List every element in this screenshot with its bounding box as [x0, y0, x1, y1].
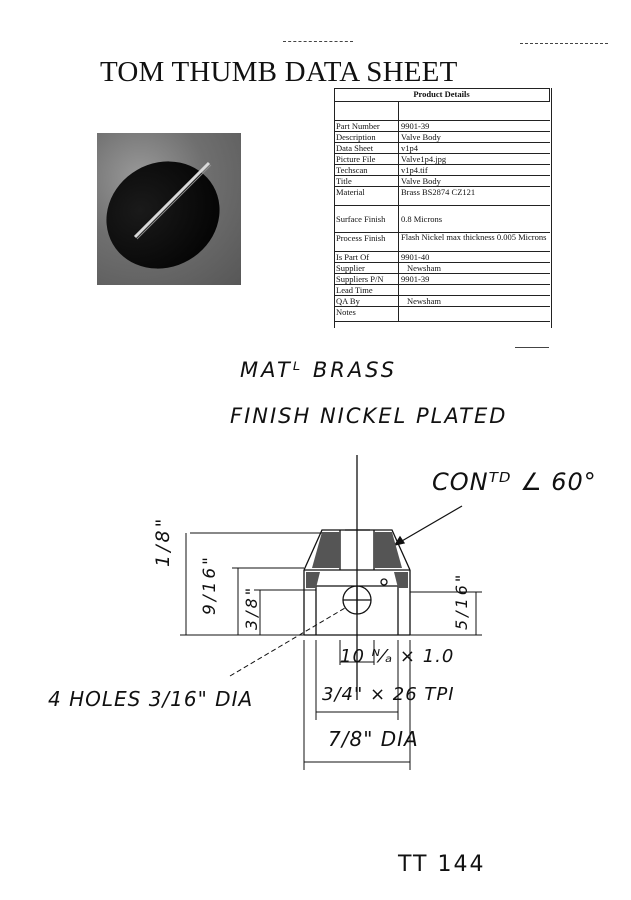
table-row: Data Sheet v1p4: [334, 143, 550, 154]
d1-dim: 9/16": [200, 554, 220, 615]
table-row: Suppliers P/N 9901-39: [334, 274, 550, 285]
scan-mark: [520, 43, 608, 44]
product-photo: [97, 133, 241, 285]
scan-mark: [283, 41, 353, 42]
outer-dia-dim: 7/8" DIA: [328, 727, 419, 751]
table-row: Supplier Newsham: [334, 263, 550, 274]
countersink-note: CONᵀᴰ ∠ 60°: [432, 468, 597, 496]
table-row: Picture File Valve1p4.jpg: [334, 154, 550, 165]
table-row: Notes: [334, 307, 550, 322]
material-note: MATᴸ BRASS: [240, 358, 398, 382]
table-row: Part Number 9901-39: [334, 121, 550, 132]
overall-height-dim: 1/8": [152, 515, 174, 567]
table-row: Process Finish Flash Nickel max thickness 0.005 Microns: [334, 233, 550, 252]
d3-dim: 5/16": [452, 571, 471, 630]
valve-body-image: [97, 133, 241, 285]
table-row: QA By Newsham: [334, 296, 550, 307]
scan-mark: [515, 347, 549, 348]
thread-dim: 3/4" × 26 TPI: [322, 684, 455, 705]
page-title: TOM THUMB DATA SHEET: [100, 56, 458, 88]
product-details-table: [334, 88, 550, 322]
table-row: Is Part Of 9901-40: [334, 252, 550, 263]
holes-note: 4 HOLES 3/16" DIA: [48, 687, 254, 711]
table-row: Lead Time: [334, 285, 550, 296]
d2-dim: 3/8": [242, 584, 261, 630]
bore-dim: 10 ᴺ⁄ₐ × 1.0: [340, 646, 455, 667]
product-details-heading: Product Details: [334, 89, 550, 102]
finish-note: FINISH NICKEL PLATED: [230, 404, 508, 428]
table-row: Surface Finish 0.8 Microns: [334, 206, 550, 233]
table-row: Description Valve Body: [334, 132, 550, 143]
table-row: Techscan v1p4.tif: [334, 165, 550, 176]
table-row: Material Brass BS2874 CZ121: [334, 187, 550, 206]
table-row: Title Valve Body: [334, 176, 550, 187]
drawing-reference: TT 144: [398, 852, 486, 877]
